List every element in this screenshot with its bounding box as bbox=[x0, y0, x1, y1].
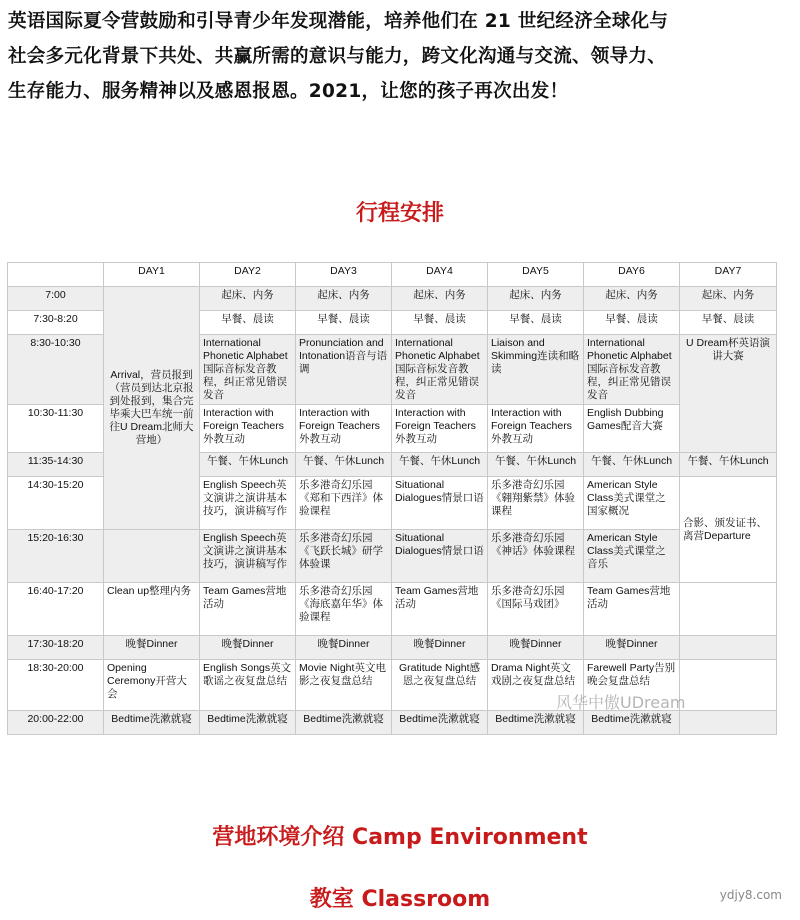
schedule-cell: Movie Night英文电影之夜复盘总结 bbox=[296, 660, 392, 711]
schedule-cell: 晚餐Dinner bbox=[392, 636, 488, 660]
header-cell: DAY7 bbox=[680, 263, 777, 287]
time-cell: 14:30-15:20 bbox=[8, 477, 104, 530]
schedule-cell: Farewell Party告别晚会复盘总结 bbox=[584, 660, 680, 711]
schedule-cell: Interaction with Foreign Teachers外教互动 bbox=[200, 405, 296, 453]
schedule-cell: Bedtime洗漱就寝 bbox=[392, 711, 488, 735]
table-row bbox=[8, 287, 777, 311]
schedule-cell: International Phonetic Alphabet国际音标发音教程，纠正常见错误发音 bbox=[200, 335, 296, 405]
schedule-table bbox=[7, 262, 777, 735]
schedule-cell: English Dubbing Games配音大赛 bbox=[584, 405, 680, 453]
schedule-cell: Bedtime洗漱就寝 bbox=[584, 711, 680, 735]
schedule-cell: 晚餐Dinner bbox=[584, 636, 680, 660]
day1-empty-cell bbox=[104, 530, 200, 583]
day1-opening-cell: Opening Ceremony开营大会 bbox=[104, 660, 200, 711]
table-row bbox=[8, 530, 777, 583]
camp-environment-title: 营地环境介绍 Camp Environment bbox=[212, 825, 588, 850]
schedule-cell: English Speech英文演讲之演讲基本技巧，演讲稿写作 bbox=[200, 477, 296, 530]
time-cell: 7:30-8:20 bbox=[8, 311, 104, 335]
time-cell: 20:00-22:00 bbox=[8, 711, 104, 735]
schedule-cell: 午餐、午休Lunch bbox=[584, 453, 680, 477]
intro-line-3: 生存能力、服务精神以及感恩报恩。2021，让您的孩子再次出发！ bbox=[8, 81, 569, 102]
schedule-cell: 起床、内务 bbox=[488, 287, 584, 311]
table-row bbox=[8, 636, 777, 660]
schedule-cell: International Phonetic Alphabet国际音标发音教程，纠正常见错误发音 bbox=[584, 335, 680, 405]
day7-departure-cell: 合影、颁发证书、离营Departure bbox=[680, 477, 777, 583]
schedule-cell: Interaction with Foreign Teachers外教互动 bbox=[488, 405, 584, 453]
schedule-cell: English Songs英文歌谣之夜复盘总结 bbox=[200, 660, 296, 711]
schedule-cell: 午餐、午休Lunch bbox=[200, 453, 296, 477]
day7-empty-cell bbox=[680, 711, 777, 735]
table-row bbox=[8, 711, 777, 735]
time-cell: 10:30-11:30 bbox=[8, 405, 104, 453]
schedule-cell: 早餐、晨读 bbox=[200, 311, 296, 335]
schedule-cell: 早餐、晨读 bbox=[296, 311, 392, 335]
schedule-cell: 晚餐Dinner bbox=[200, 636, 296, 660]
intro-paragraph bbox=[8, 4, 792, 109]
time-cell: 16:40-17:20 bbox=[8, 583, 104, 636]
schedule-cell: 乐多港奇幻乐园《郑和下西洋》体验课程 bbox=[296, 477, 392, 530]
schedule-cell: 乐多港奇幻乐园《翱翔紫禁》体验课程 bbox=[488, 477, 584, 530]
watermark: 风华中傲UDream bbox=[556, 693, 686, 712]
footer-url: ydjy8.com bbox=[719, 888, 782, 902]
table-row bbox=[8, 660, 777, 711]
schedule-cell: 晚餐Dinner bbox=[104, 636, 200, 660]
header-cell: DAY1 bbox=[104, 263, 200, 287]
schedule-cell: 起床、内务 bbox=[680, 287, 777, 311]
schedule-cell: 晚餐Dinner bbox=[296, 636, 392, 660]
header-cell: DAY4 bbox=[392, 263, 488, 287]
schedule-cell: 起床、内务 bbox=[296, 287, 392, 311]
time-cell: 18:30-20:00 bbox=[8, 660, 104, 711]
day7-contest-cell: U Dream杯英语演讲大赛 bbox=[680, 335, 777, 453]
header-cell: DAY3 bbox=[296, 263, 392, 287]
schedule-cell: Pronunciation and Intonation语音与语调 bbox=[296, 335, 392, 405]
schedule-cell: 乐多港奇幻乐园《国际马戏团》 bbox=[488, 583, 584, 636]
intro-line-2: 社会多元化背景下共处、共赢所需的意识与能力，跨文化沟通与交流、领导力、 bbox=[8, 46, 667, 67]
schedule-cell: 午餐、午休Lunch bbox=[392, 453, 488, 477]
schedule-cell: 起床、内务 bbox=[200, 287, 296, 311]
schedule-cell: 早餐、晨读 bbox=[680, 311, 777, 335]
schedule-cell: Bedtime洗漱就寝 bbox=[296, 711, 392, 735]
schedule-cell: Drama Night英文戏剧之夜复盘总结 bbox=[488, 660, 584, 711]
schedule-cell: Interaction with Foreign Teachers外教互动 bbox=[392, 405, 488, 453]
schedule-cell: Situational Dialogues情景口语 bbox=[392, 530, 488, 583]
schedule-cell: Bedtime洗漱就寝 bbox=[104, 711, 200, 735]
intro-line-1: 英语国际夏令营鼓励和引导青少年发现潜能，培养他们在 21 世纪经济全球化与 bbox=[8, 11, 669, 32]
day7-empty-cell bbox=[680, 636, 777, 660]
schedule-cell: 乐多港奇幻乐园《飞跃长城》研学体验课 bbox=[296, 530, 392, 583]
schedule-cell: American Style Class美式课堂之音乐 bbox=[584, 530, 680, 583]
schedule-cell: 早餐、晨读 bbox=[488, 311, 584, 335]
schedule-cell: Team Games营地活动 bbox=[584, 583, 680, 636]
day1-cleanup-cell: Clean up整理内务 bbox=[104, 583, 200, 636]
header-cell: DAY5 bbox=[488, 263, 584, 287]
header-cell bbox=[8, 263, 104, 287]
header-row bbox=[8, 263, 777, 287]
schedule-cell: 乐多港奇幻乐园《神话》体验课程 bbox=[488, 530, 584, 583]
schedule-cell: American Style Class美式课堂之国家概况 bbox=[584, 477, 680, 530]
header-cell: DAY2 bbox=[200, 263, 296, 287]
day7-empty-cell bbox=[680, 660, 777, 711]
time-cell: 11:35-14:30 bbox=[8, 453, 104, 477]
schedule-cell: 早餐、晨读 bbox=[392, 311, 488, 335]
header-cell: DAY6 bbox=[584, 263, 680, 287]
day1-arrival-cell: Arrival，营员报到（营员到达北京报到处报到，集合完毕乘大巴车统一前往U Dream北师大营地） bbox=[104, 287, 200, 530]
schedule-cell: 早餐、晨读 bbox=[584, 311, 680, 335]
schedule-cell: Gratitude Night感恩之夜复盘总结 bbox=[392, 660, 488, 711]
time-cell: 7:00 bbox=[8, 287, 104, 311]
schedule-cell: Team Games营地活动 bbox=[392, 583, 488, 636]
schedule-cell: Team Games营地活动 bbox=[200, 583, 296, 636]
schedule-cell: 午餐、午休Lunch bbox=[488, 453, 584, 477]
schedule-cell: Bedtime洗漱就寝 bbox=[488, 711, 584, 735]
schedule-cell: 起床、内务 bbox=[392, 287, 488, 311]
day7-empty-cell bbox=[680, 583, 777, 636]
time-cell: 8:30-10:30 bbox=[8, 335, 104, 405]
schedule-cell: Situational Dialogues情景口语 bbox=[392, 477, 488, 530]
schedule-cell: Interaction with Foreign Teachers外教互动 bbox=[296, 405, 392, 453]
schedule-cell: Liaison and Skimming连读和略读 bbox=[488, 335, 584, 405]
classroom-title: 教室 Classroom bbox=[309, 887, 491, 912]
schedule-cell: 起床、内务 bbox=[584, 287, 680, 311]
time-cell: 15:20-16:30 bbox=[8, 530, 104, 583]
schedule-cell: 午餐、午休Lunch bbox=[296, 453, 392, 477]
time-cell: 17:30-18:20 bbox=[8, 636, 104, 660]
schedule-cell: English Speech英文演讲之演讲基本技巧，演讲稿写作 bbox=[200, 530, 296, 583]
schedule-cell: Bedtime洗漱就寝 bbox=[200, 711, 296, 735]
schedule-cell: 午餐、午休Lunch bbox=[680, 453, 777, 477]
schedule-title: 行程安排 bbox=[355, 201, 444, 226]
schedule-cell: International Phonetic Alphabet国际音标发音教程，纠正常见错误发音 bbox=[392, 335, 488, 405]
schedule-cell: 乐多港奇幻乐园《海底嘉年华》体验课程 bbox=[296, 583, 392, 636]
table-row bbox=[8, 583, 777, 636]
schedule-cell: 晚餐Dinner bbox=[488, 636, 584, 660]
